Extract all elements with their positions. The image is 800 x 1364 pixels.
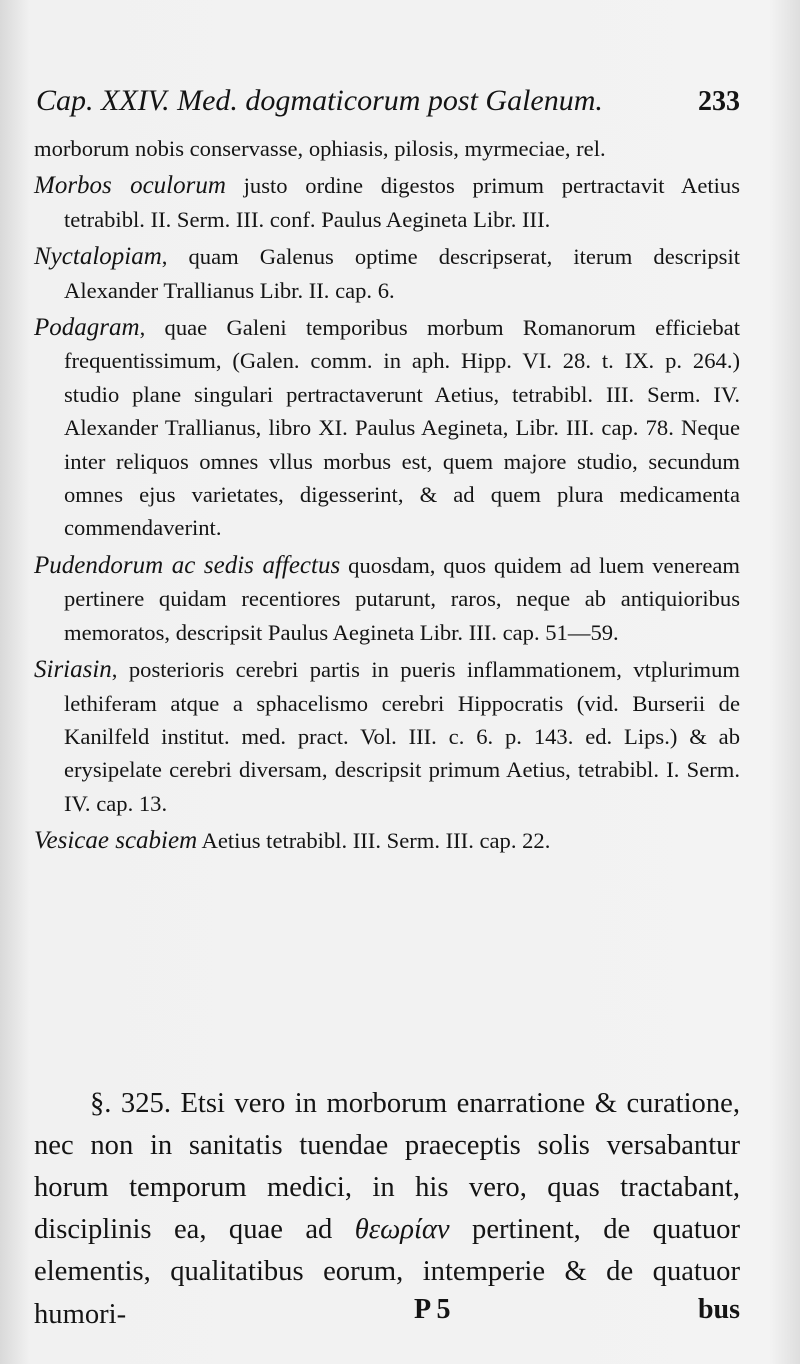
running-header xyxy=(36,76,740,126)
entry-term: Nyctalopiam xyxy=(34,243,162,271)
entry-podagram xyxy=(34,311,740,545)
section-text-end: pertinent, de quatuor elementis, qualitatibus eorum, intemperie & de quatuor humori- xyxy=(34,1214,740,1330)
greek-word: θεωρίαν xyxy=(354,1214,450,1246)
entry-vesicae xyxy=(34,824,740,857)
entry-term: Siriasin xyxy=(34,656,112,684)
entry-term: Pudendorum ac sedis affectus xyxy=(34,551,341,579)
entry-nyctalopiam xyxy=(34,240,740,307)
entry-text: justo ordine digestos primum pertractavit Aetius tetrabibl. II. Serm. III. conf. Paulus Aegineta Libr. III. xyxy=(64,173,741,232)
page-footer xyxy=(34,1290,740,1330)
entry-term: Vesicae scabiem xyxy=(34,827,198,855)
entry-list xyxy=(34,132,740,858)
entry-text: , quae Galeni temporibus morbum Romanorum efficiebat frequentissimum, (Galen. comm. in aph. Hipp. VI. 28. t. IX. p. 264.) studio plane singulari pertractaverunt Aetius, tetrabibl. III. Serm. IV. Alexander Trallianus, libro XI. Paulus Aegineta, Libr. III. cap. 78. Neque inter reliquos omnes vllus morbus est, quem majore studio, secundum omnes ejus varietates, digesserint, & ad quem plura medicamenta commendaverint. xyxy=(64,315,740,541)
section-text-start: §. 325. Etsi vero in morborum enarratione & curatione, nec non in sanitatis tuendae praeceptis solis versabantur horum temporum medici, in his vero, quas tractabant, disciplinis ea, quae ad xyxy=(34,1087,740,1246)
entry-text: quosdam, quos quidem ad luem veneream pertinere quidam recentiores putarunt, raros, neque ab antiquioribus memoratos, descripsit Paulus Aegineta Libr. III. cap. 51—59. xyxy=(64,552,740,645)
entry-text: , quam Galenus optime descripserat, iterum descripsit Alexander Trallianus Libr. II. cap. 6. xyxy=(64,244,740,303)
entry-continuation xyxy=(34,132,740,165)
entry-text: , posterioris cerebri partis in pueris inflammationem, vtplurimum lethiferam atque a sphacelismo cerebri Hippocratis (vid. Burserii de Kanilfeld institut. med. pract. Vol. III. c. 6. p. 143. ed. Lips.) & ab erysipelate cerebri diversam, descripsit primum Aetius, tetrabibl. I. Serm. IV. cap. 13. xyxy=(64,657,740,816)
entry-pudendorum xyxy=(34,549,740,649)
entry-term: Podagram xyxy=(34,314,140,342)
entry-text: Aetius tetrabibl. III. Serm. III. cap. 22. xyxy=(197,828,551,854)
entry-term: Morbos oculorum xyxy=(34,172,226,200)
signature-mark: P 5 xyxy=(414,1294,451,1325)
entry-text: morborum nobis conservasse, ophiasis, pilosis, myrmeciae, rel. xyxy=(34,136,606,161)
entry-morbos-oculorum xyxy=(34,169,740,236)
catchword: bus xyxy=(697,1294,740,1325)
page-number: 233 xyxy=(698,86,740,117)
entry-siriasin xyxy=(34,653,740,820)
running-title: Cap. XXIV. Med. dogmaticorum post Galenum. xyxy=(36,84,603,117)
